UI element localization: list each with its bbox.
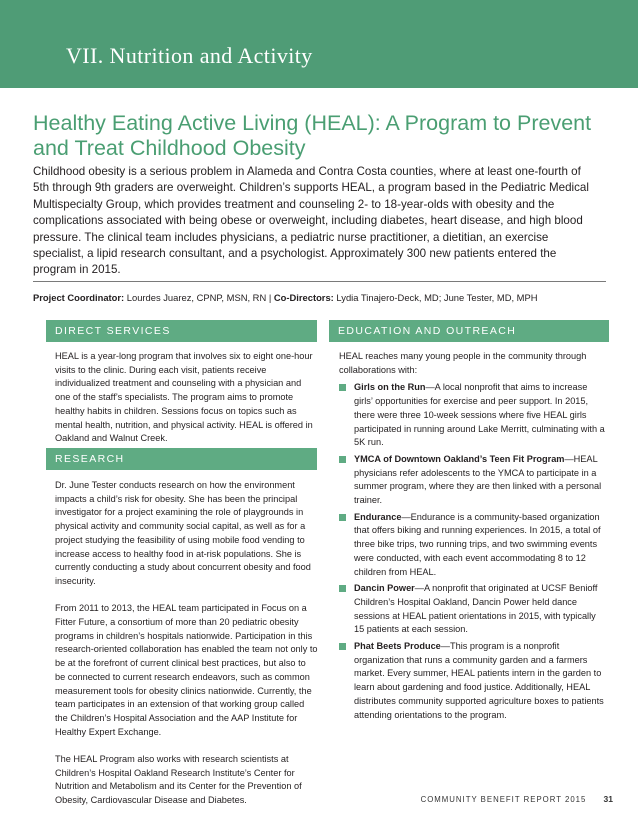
divider-rule <box>33 281 606 282</box>
coordinator-label: Project Coordinator: <box>33 292 125 303</box>
article-intro: Childhood obesity is a serious problem in Alameda and Contra Costa counties, where at least one-fourth of 5th through 9th graders are overweight. Children’s supports HEAL, a program based in the Pediatric Medical Multispecialty Group, which provides treatment and counseling 2- to 18-year-olds with obesity and the complications associated with being obese or overweight, including diabetes, heart disease, and high blood pressure. The clinical team includes physicians, a pediatric nurse practitioner, a dietitian, an exercise specialist, a lipid research consultant, and a psychologist. Approximately 300 new patients entered the program in 2015. <box>33 165 589 277</box>
research-body <box>55 479 318 808</box>
credits-separator: | <box>268 292 272 303</box>
research-paragraph: The HEAL Program also works with research scientists at Children’s Hospital Oakland Research Institute’s Center for Nutrition and Metabolism and its Center for the Prevention of Obesity, Cardiovascular Disease and Diabetes. <box>55 754 302 806</box>
research-paragraph: Dr. June Tester conducts research on how the environment impacts a child’s risk for obesity. She has been the principal investigator for a project examining the role of playgrounds in physical activity and community social capital, as well as for a project studying the feasibility of using mobile food vending to increase access to healthy food in at-risk populations. She is currently conducting a study about concurrent obesity and food insecurity. <box>55 480 311 586</box>
bullet-square-icon <box>339 514 346 521</box>
education-intro: HEAL reaches many young people in the community through collaborations with: <box>339 351 587 375</box>
credits-line <box>33 292 608 303</box>
item-text: —A local nonprofit that aims to increase girls’ opportunities for exercise and peer support. In 2015, there were three 10-week sessions where five HEAL girls participated in running around Lake Merritt, culminating with a 5K run. <box>354 382 605 448</box>
bullet-square-icon <box>339 384 346 391</box>
item-text: —Endurance is a community-based organization that offers biking and running experiences. In 2015, a total of three bike trips, two running trips, and two swimming events were conducted, with each event accommodating 8 to 12 children from HEAL. <box>354 511 601 577</box>
directors-names: Lydia Tinajero-Deck, MD; June Tester, MD, MPH <box>336 292 538 303</box>
item-name: Girls on the Run <box>354 382 426 393</box>
education-outreach-heading: EDUCATION AND OUTREACH <box>329 320 609 342</box>
item-text: —A nonprofit that originated at UCSF Benioff Children’s Hospital Oakland, Dancin Power held dance sessions at HEAL patient orientations in 2015, with typically 15 patients at each session. <box>354 583 598 635</box>
item-text: —This program is a nonprofit organization that runs a community garden and a farmers market. Every summer, HEAL patients intern in the garden to learn about gardening and food justice. Additionally, HEAL distributes community supported agriculture boxes to patients attending orientations to the program. <box>354 641 604 720</box>
bullet-square-icon <box>339 456 346 463</box>
bullet-square-icon <box>339 585 346 592</box>
item-name: YMCA of Downtown Oakland’s Teen Fit Program <box>354 453 565 464</box>
item-name: Dancin Power <box>354 583 415 594</box>
list-item <box>339 511 605 580</box>
item-text: —HEAL physicians refer adolescents to the YMCA to participate in a summer program, where they are then linked with a personal trainer. <box>354 453 602 506</box>
direct-services-body <box>55 350 318 446</box>
item-name: Phat Beets Produce <box>354 641 441 652</box>
directors-label: Co-Directors: <box>273 292 334 303</box>
page-footer <box>421 794 613 804</box>
page-number: 31 <box>603 794 613 804</box>
list-item <box>339 582 605 637</box>
collaborations-list <box>339 381 605 722</box>
section-title: VII. Nutrition and Activity <box>66 43 313 68</box>
bullet-square-icon <box>339 643 346 650</box>
direct-services-heading: DIRECT SERVICES <box>46 320 317 342</box>
research-paragraph: From 2011 to 2013, the HEAL team participated in Focus on a Fitter Future, a consortium of more than 20 pediatric obesity programs in children’s hospitals nationwide. Participation in this research-oriented collaboration has enabled the team not only to be at the forefront of current clinical best practices, but also to be connected to current research endeavors, such as common measurement tools for obesity clinics nationwide. Currently, the team participates in an extension of that working group called the Children’s Hospital Association and the AAP Institute for Healthy Expert Exchange. <box>55 603 318 737</box>
research-heading: RESEARCH <box>46 448 317 470</box>
article-title: Healthy Eating Active Living (HEAL): A Program to Prevent and Treat Childhood Obesity <box>33 111 592 160</box>
direct-services-text: HEAL is a year-long program that involves six to eight one-hour visits to the clinic. During each visit, patients receive individualized treatment and counseling with a physician and one of the staff’s specialists. The program aims to promote healthy habits in children. Sessions focus on topics such as mental health, nutrition, and physical activity. HEAL is offered in Oakland and Walnut Creek. <box>55 351 313 444</box>
list-item <box>339 453 605 508</box>
list-item <box>339 381 605 450</box>
coordinator-name: Lourdes Juarez, CPNP, MSN, RN <box>126 292 267 303</box>
item-name: Endurance <box>354 511 402 522</box>
education-outreach-body <box>339 350 605 725</box>
report-name: COMMUNITY BENEFIT REPORT 2015 <box>420 795 587 804</box>
list-item <box>339 640 605 722</box>
